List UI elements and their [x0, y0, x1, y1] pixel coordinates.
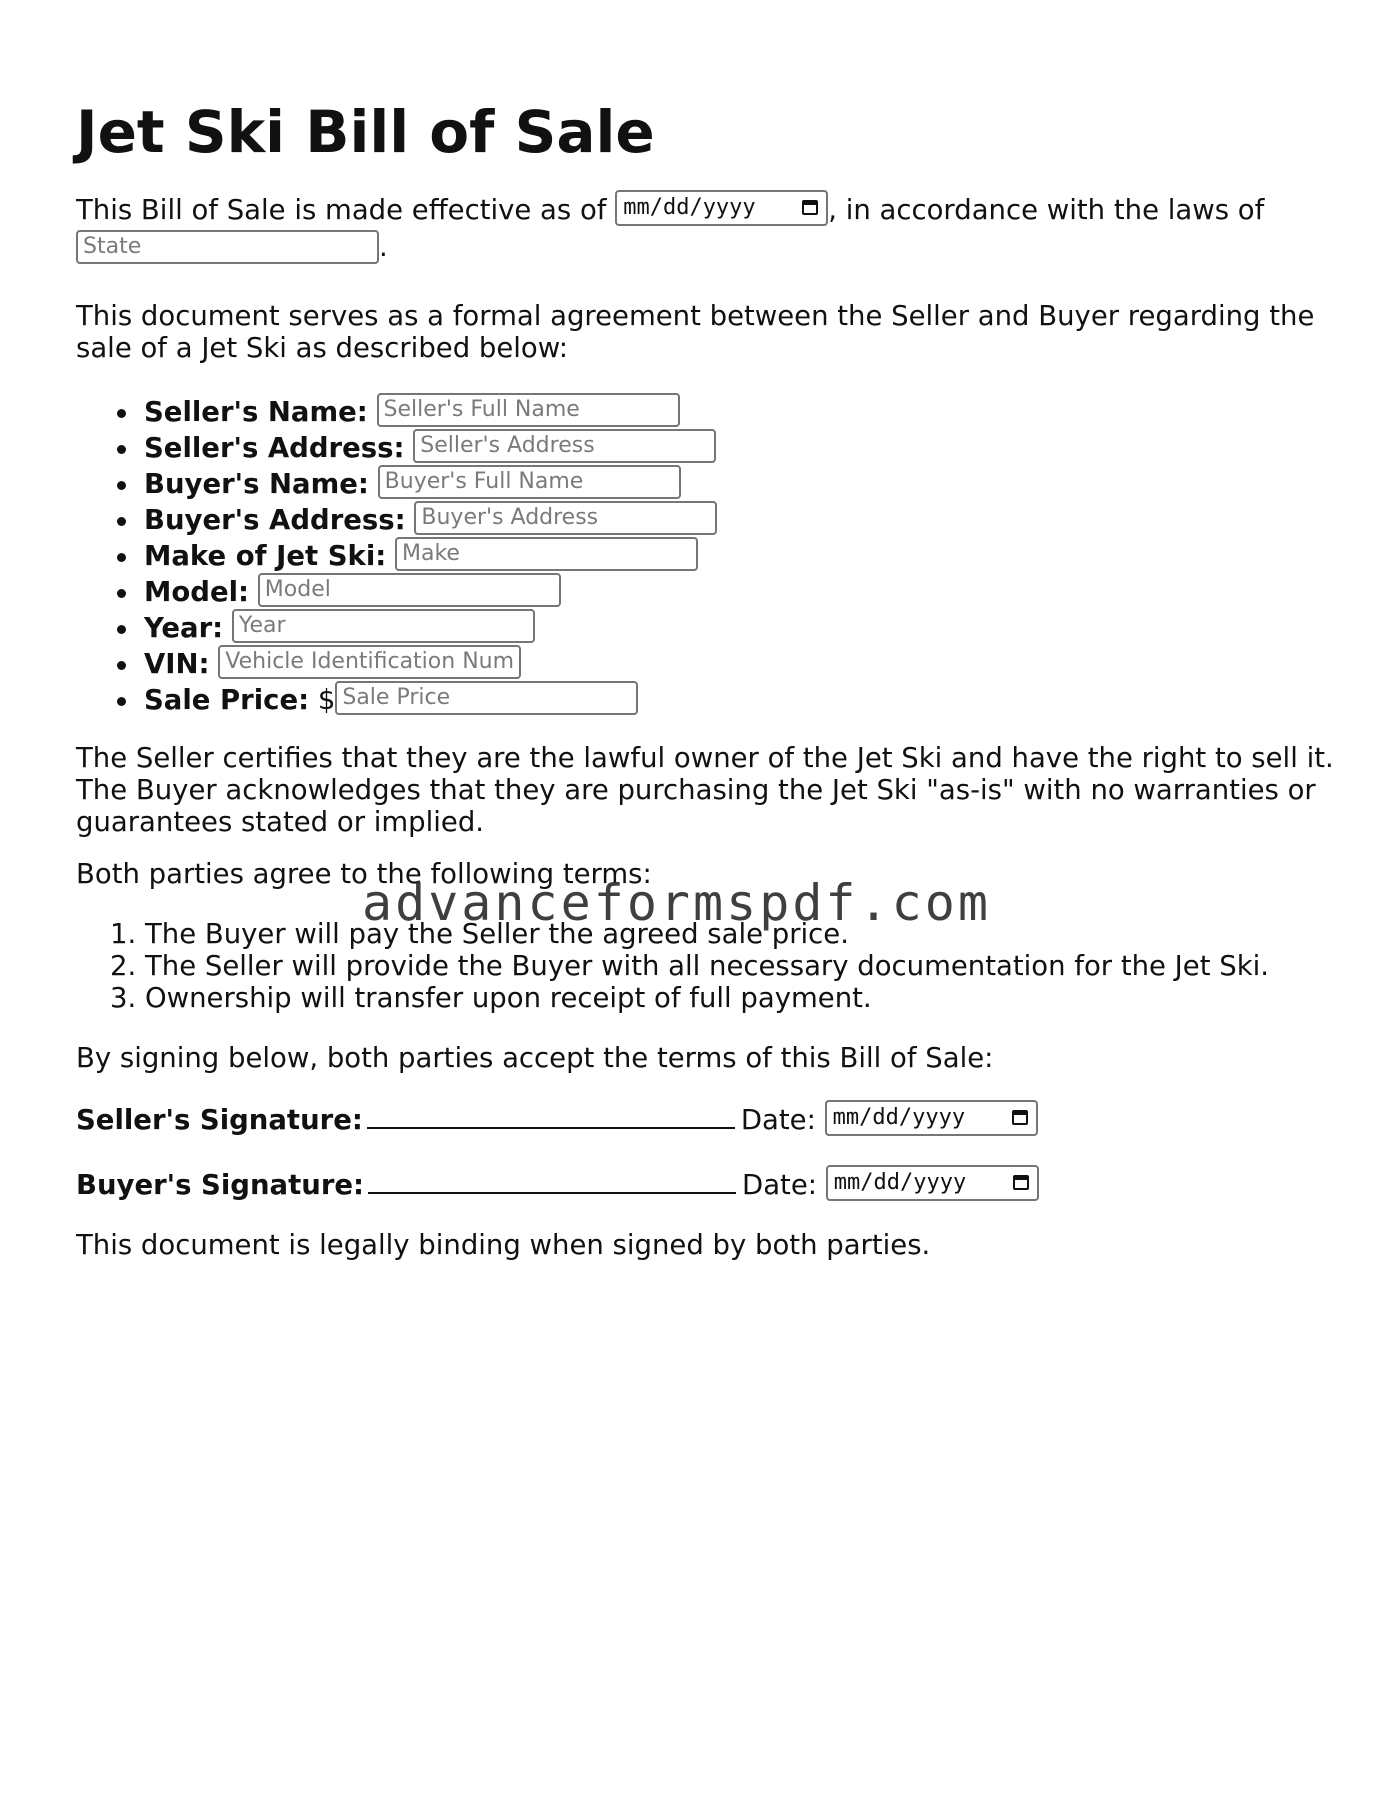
sale-price-input[interactable]: Sale Price [335, 681, 638, 715]
list-item: 2. The Seller will provide the Buyer with all necessary documentation for the Jet Ski. [110, 950, 1270, 982]
calendar-icon[interactable] [802, 200, 818, 215]
field-label: Buyer's Address: [144, 504, 406, 536]
intro-text: This Bill of Sale is made effective as of [76, 194, 616, 226]
make-input[interactable]: Make [395, 537, 698, 571]
effective-date-paragraph: This Bill of Sale is made effective as of mm/dd/yyyy , in accordance with the laws of State . [76, 193, 1336, 267]
buyer-date-input[interactable]: mm/dd/yyyy [826, 1165, 1039, 1201]
date-label: Date: [740, 1104, 816, 1136]
field-label: VIN: [144, 648, 210, 680]
sale-details-list [76, 394, 1336, 718]
certification-paragraph: The Seller certifies that they are the lawful owner of the Jet Ski and have the right to sell it. The Buyer acknowledges that they are purchasing the Jet Ski "as-is" with no warranties or guarantees stated or implied. [76, 742, 1334, 838]
watermark: advanceformspdf.com [362, 874, 991, 932]
calendar-icon[interactable] [1013, 1175, 1029, 1190]
field-label: Sale Price: [144, 684, 310, 716]
buyer-signature-label: Buyer's Signature: [76, 1169, 365, 1201]
field-label: Seller's Address: [144, 432, 405, 464]
terms-intro: Both parties agree to the following terms: [76, 858, 652, 890]
list-item [76, 574, 1336, 610]
seller-signature-label: Seller's Signature: [76, 1104, 363, 1136]
list-item [76, 502, 1336, 538]
list-item: 3. Ownership will transfer upon receipt of full payment. [110, 982, 872, 1014]
seller-date-input[interactable]: mm/dd/yyyy [825, 1100, 1038, 1136]
effective-date-input[interactable]: mm/dd/yyyy [615, 190, 828, 226]
intro-text-after-date: , in accordance with the laws of [828, 194, 1265, 226]
seller-name-input[interactable]: Seller's Full Name [377, 393, 680, 427]
calendar-icon[interactable] [1012, 1110, 1028, 1125]
buyer-signature-line[interactable] [368, 1166, 736, 1194]
date-label: Date: [742, 1169, 818, 1201]
list-item [76, 610, 1336, 646]
field-label: Make of Jet Ski: [144, 540, 387, 572]
field-label: Seller's Name: [144, 396, 368, 428]
seller-signature-row [76, 1101, 1336, 1139]
closing-statement: This document is legally binding when signed by both parties. [76, 1229, 931, 1261]
list-item [76, 646, 1336, 682]
agreement-paragraph: This document serves as a formal agreement between the Seller and Buyer regarding the sale of a Jet Ski as described below: [76, 300, 1315, 364]
list-item [76, 682, 1336, 718]
list-item [76, 430, 1336, 466]
terms-list [76, 918, 1336, 1014]
page-title: Jet Ski Bill of Sale [76, 98, 655, 166]
signing-intro: By signing below, both parties accept the terms of this Bill of Sale: [76, 1042, 994, 1074]
list-item [76, 394, 1336, 430]
field-label: Year: [144, 612, 224, 644]
currency-symbol: $ [317, 684, 336, 716]
buyer-name-input[interactable]: Buyer's Full Name [378, 465, 681, 499]
list-item [76, 466, 1336, 502]
seller-signature-line[interactable] [367, 1101, 735, 1129]
buyer-signature-row [76, 1166, 1336, 1204]
state-input[interactable]: State [76, 230, 379, 264]
seller-address-input[interactable]: Seller's Address [413, 429, 716, 463]
field-label: Model: [144, 576, 250, 608]
year-input[interactable]: Year [232, 609, 535, 643]
model-input[interactable]: Model [258, 573, 561, 607]
list-item: 1. The Buyer will pay the Seller the agreed sale price. [110, 918, 849, 950]
buyer-address-input[interactable]: Buyer's Address [414, 501, 717, 535]
field-label: Buyer's Name: [144, 468, 369, 500]
vin-input[interactable]: Vehicle Identification Num [218, 645, 521, 679]
list-item [76, 538, 1336, 574]
